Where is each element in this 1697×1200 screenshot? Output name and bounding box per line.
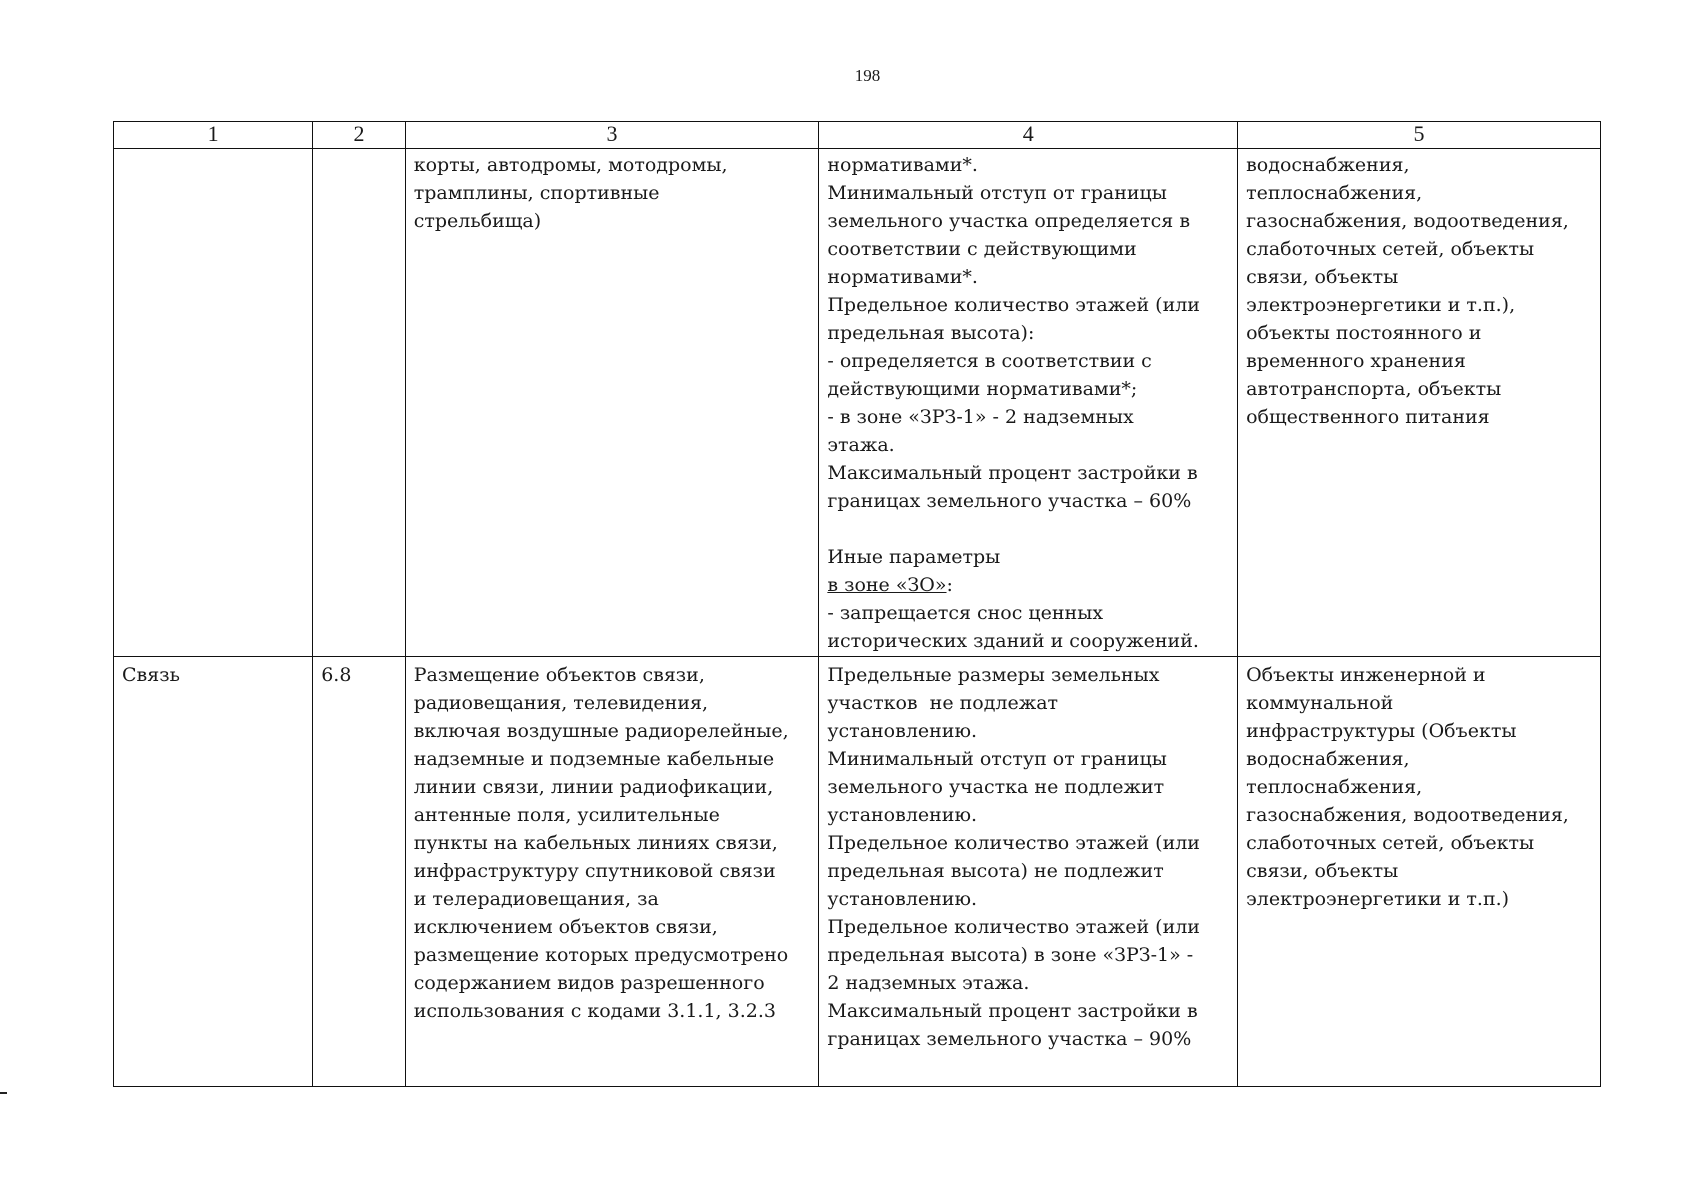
margin-mark xyxy=(0,1092,7,1094)
parameters-text: нормативами*. Минимальный отступ от границы земельного участка определяется в соответствии с действующими нормативами*. Предельное количество этажей (или предельная высота): - определяется в соответствии с действующими нормативами*; - в зоне «ЗРЗ-1» - 2 надземных этажа. Максимальный процент застройки в границах земельного участка – 60% xyxy=(827,154,1200,512)
zone-label-line: в зоне «ЗО»: xyxy=(827,574,953,596)
cell-parameters xyxy=(819,149,1238,657)
table-row-svyaz xyxy=(114,657,1601,1087)
other-parameters-text: - запрещается снос ценных исторических зданий и сооружений. xyxy=(827,602,1199,652)
cell-auxiliary-uses xyxy=(1238,149,1601,657)
cell-use-description xyxy=(405,149,819,657)
cell-auxiliary-uses xyxy=(1238,657,1601,1087)
cell-use-code xyxy=(313,149,405,657)
column-header-5: 5 xyxy=(1238,122,1601,149)
use-description-text: корты, автодромы, мотодромы, трамплины, спортивные стрельбища) xyxy=(413,154,728,232)
column-header-2: 2 xyxy=(313,122,405,149)
column-header-4: 4 xyxy=(819,122,1238,149)
cell-parameters xyxy=(819,657,1238,1087)
land-use-table xyxy=(113,121,1601,1087)
auxiliary-uses-text: водоснабжения, теплоснабжения, газоснабжения, водоотведения, слаботочных сетей, объекты связи, объекты электроэнергетики и т.п.), объекты постоянного и временного хранения автотранспорта, объекты общественного питания xyxy=(1246,154,1569,428)
cell-use-name xyxy=(114,657,313,1087)
cell-use-code xyxy=(313,657,405,1087)
zone-label: в зоне «ЗО» xyxy=(827,574,947,596)
table-header xyxy=(114,122,1601,149)
use-description-text: Размещение объектов связи, радиовещания, телевидения, включая воздушные радиорелейные, надземные и подземные кабельные линии связи, линии радиофикации, антенные поля, усилительные пункты на кабельных линиях связи, инфраструктуру спутниковой связи и телерадиовещания, за исключением объектов связи, размещение которых предусмотрено содержанием видов разрешенного использования с кодами 3.1.1, 3.2.3 xyxy=(413,664,789,1022)
column-header-3: 3 xyxy=(405,122,819,149)
use-name-text: Связь xyxy=(122,664,180,686)
use-code-text: 6.8 xyxy=(321,664,352,686)
auxiliary-uses-text: Объекты инженерной и коммунальной инфраструктуры (Объекты водоснабжения, теплоснабжения, газоснабжения, водоотведения, слаботочных сетей, объекты связи, объекты электроэнергетики и т.п.) xyxy=(1246,664,1569,910)
cell-use-name xyxy=(114,149,313,657)
cell-use-description xyxy=(405,657,819,1087)
page-number: 198 xyxy=(854,66,881,85)
table-row-continued xyxy=(114,149,1601,657)
column-header-1: 1 xyxy=(114,122,313,149)
header-row xyxy=(114,122,1601,149)
other-parameters-title: Иные параметры xyxy=(827,546,1001,568)
parameters-text: Предельные размеры земельных участков не подлежат установлению. Минимальный отступ от границы земельного участка не подлежит установлению. Предельное количество этажей (или предельная высота) не подлежит установлению. Предельное количество этажей (или предельная высота) в зоне «ЗРЗ-1» - 2 надземных этажа. Максимальный процент застройки в границах земельного участка – 90% xyxy=(827,664,1200,1050)
